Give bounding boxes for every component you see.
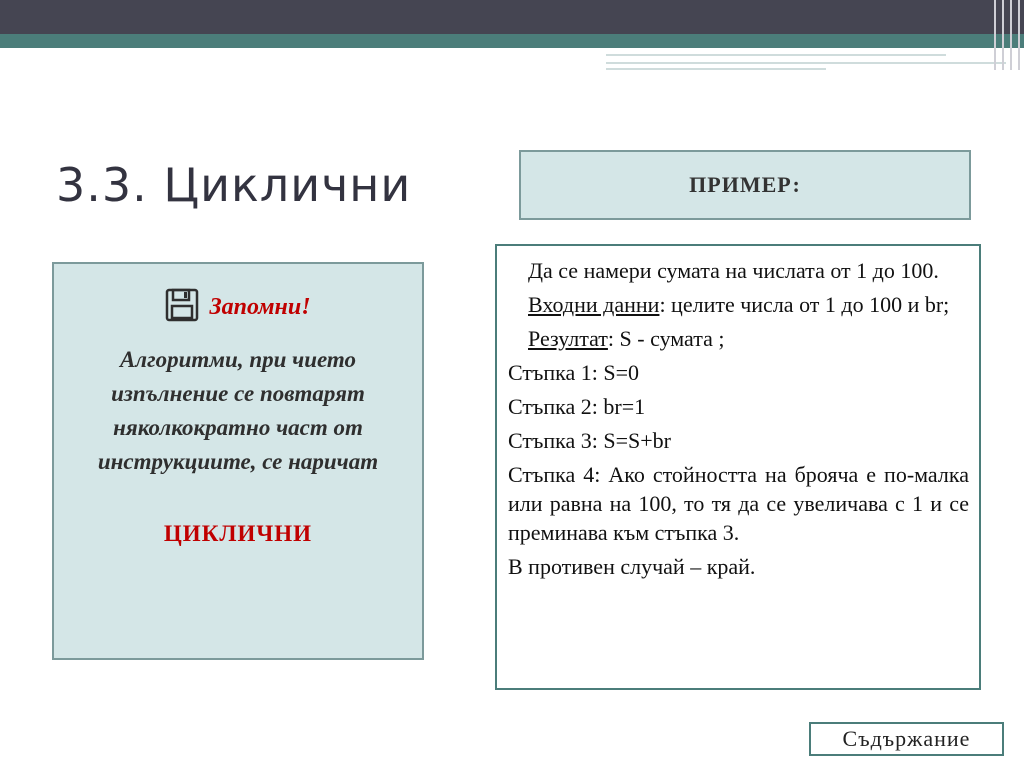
task-result — [508, 324, 969, 353]
decorative-vertical-lines — [988, 0, 1024, 70]
task-input — [508, 290, 969, 319]
teal-stripe — [0, 34, 1024, 48]
toc-label: Съдържание — [842, 726, 971, 751]
task-box — [495, 244, 981, 690]
decorative-line — [606, 68, 826, 70]
step-4: Стъпка 4: Ако стойността на брояча е по-малка или равна на 100, то тя да се увеличава с 1 и се преминава към стъпка 3. — [508, 462, 969, 545]
step-1: Стъпка 1: S=0 — [508, 360, 640, 385]
result-label: Резултат — [528, 326, 608, 351]
slide-title: 3.3. Циклични — [56, 158, 412, 212]
input-text: : целите числа от 1 до 100 и br; — [659, 292, 950, 317]
step-2: Стъпка 2: br=1 — [508, 394, 646, 419]
remember-definition: Алгоритми, при чието изпълнение се повтарят няколкократно част от инструкциите, се наричат — [97, 347, 379, 474]
remember-header — [54, 288, 422, 327]
input-label: Входни данни — [528, 292, 660, 317]
step-3: Стъпка 3: S=S+br — [508, 428, 671, 453]
decorative-line — [606, 54, 946, 56]
table-of-contents-button[interactable] — [809, 722, 1004, 756]
remember-box — [52, 262, 424, 660]
example-label: ПРИМЕР: — [689, 172, 801, 197]
cyclic-keyword: ЦИКЛИЧНИ — [163, 521, 313, 546]
example-header-box — [519, 150, 971, 220]
remember-label: Запомни! — [209, 294, 311, 320]
floppy-disk-icon — [165, 288, 199, 327]
result-text: : S - сумата ; — [607, 326, 725, 351]
decorative-line — [606, 62, 1006, 64]
top-bar — [0, 0, 1024, 34]
task-problem: Да се намери сумата на числата от 1 до 100. — [528, 258, 939, 283]
task-otherwise: В противен случай – край. — [508, 554, 756, 579]
